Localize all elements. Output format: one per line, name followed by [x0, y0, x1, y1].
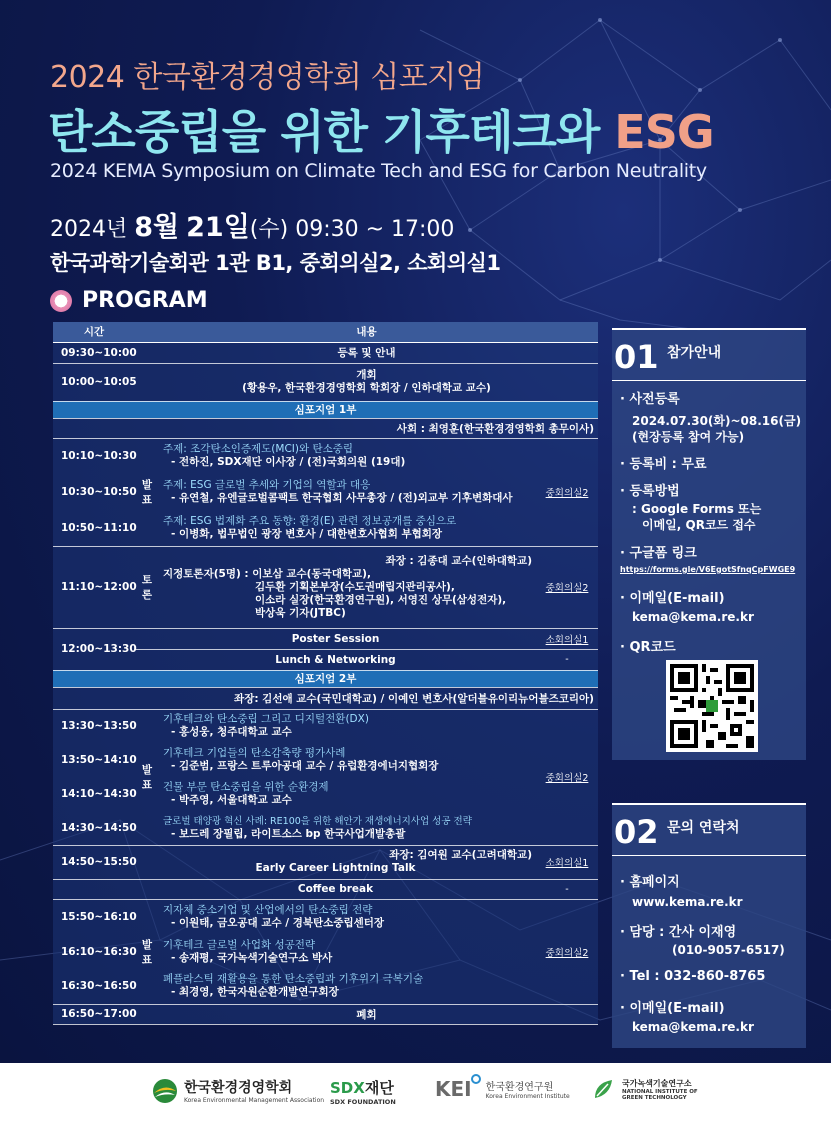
row-time: 13:30~13:50 [53, 709, 135, 743]
panel-moderator: 좌장 : 김종대 교수(인하대학교) [385, 554, 532, 567]
talk-cell [159, 777, 536, 811]
kei-mark-text: KEI [435, 1077, 472, 1101]
qr-label: · QR코드 [620, 640, 676, 655]
talk-speaker: - 이병화, 법무법인 광장 변호사 / 대한변호사협회 부협회장 [171, 527, 443, 540]
talk-speaker: - 이원태, 금오공대 교수 / 경북탄소중립센터장 [171, 916, 385, 929]
row-time: 09:30~10:00 [53, 342, 135, 363]
talk-speaker: - 박주영, 서울대학교 교수 [171, 794, 292, 806]
talk-topic: 글로벌 태양광 혁신 사례: RE100을 위한 해안가 재생에너지사업 성공 전략 [163, 815, 472, 827]
talk-cell [159, 510, 536, 546]
event-venue: 한국과학기술회관 1관 B1, 중회의실2, 소회의실1 [50, 251, 501, 275]
kema-logo [152, 1077, 324, 1104]
row-time: 16:10~16:30 [53, 934, 135, 969]
lunch-networking: Lunch & Networking [135, 649, 536, 670]
row-time: 10:00~10:05 [53, 363, 135, 401]
talk-cell [159, 934, 536, 969]
room-label: 중회의실2 [536, 899, 598, 1004]
room-none: - [536, 649, 598, 670]
contact-manager: · 담당 : 간사 이재영 [620, 925, 737, 940]
closing: 폐회 [135, 1004, 598, 1024]
room-label: 중회의실2 [536, 438, 598, 546]
talk-cell [159, 969, 536, 1004]
google-forms-link[interactable]: https://forms.gle/V6EgotSfnqCpFWGE9 [620, 565, 796, 574]
row-time: 13:50~14:10 [53, 743, 135, 777]
row-time: 10:30~10:50 [53, 474, 135, 510]
schedule-grid [53, 322, 598, 1025]
nigt-logo [592, 1077, 698, 1101]
row-time-empty [53, 879, 135, 899]
kema-name: 한국환경경영학회 [184, 1080, 293, 1096]
header-content: 내용 [135, 322, 598, 342]
email-label: · 이메일(E-mail) [620, 591, 725, 606]
talk-topic: 주제: ESG 법제화 주요 동향: 환경(E) 관련 정보공개를 중심으로 [163, 514, 457, 527]
main-title-esg: ESG [614, 105, 714, 159]
room-none: - [536, 879, 598, 899]
panel-line: 김두환 기획본부장(수도권매립지관리공사), [255, 580, 455, 593]
talk-speaker: - 홍성웅, 청주대학교 교수 [171, 726, 292, 739]
section-2-moderator: 좌장: 김선애 교수(국민대학교) / 이예인 변호사(알더블유이리뉴어블즈코리아) [53, 687, 598, 709]
talk-cell [159, 474, 536, 510]
talk-topic: 주제: 조각탄소인증제도(MCI)와 탄소중립 [163, 443, 354, 456]
contact-number: 02 [614, 813, 659, 851]
section-1-bar: 심포지엄 1부 [53, 401, 598, 418]
session-kind: 토론 [135, 546, 159, 628]
talk-cell [159, 438, 536, 474]
registration-method-2: 이메일, QR코드 접수 [642, 518, 756, 532]
sponsor-logo-bar [0, 1063, 831, 1135]
qr-code-image [670, 664, 754, 748]
registration-method-label: · 등록방법 [620, 484, 680, 499]
email-address[interactable]: kema@kema.re.kr [632, 610, 754, 624]
schedule-table [53, 322, 598, 1050]
contact-email[interactable]: kema@kema.re.kr [632, 1020, 754, 1034]
contact-panel [612, 803, 806, 1048]
poster-session: Poster Session [135, 628, 536, 649]
talk-speaker: - 보드레 장필립, 라이트소스 bp 한국사업개발총괄 [171, 827, 406, 840]
contact-title: 문의 연락처 [667, 820, 740, 836]
lightning-title: Early Career Lightning Talk [255, 862, 416, 874]
talk-cell [159, 709, 536, 743]
talk-cell [159, 899, 536, 934]
pre-registration-label: · 사전등록 [620, 392, 680, 407]
panel-line: 지정토론자(5명) : 이보삼 교수(동국대학교), [163, 567, 371, 580]
contact-phone: (010-9057-6517) [672, 943, 785, 957]
talk-speaker: - 유연철, 유엔글로벌콤팩트 한국협회 사무총장 / (전)외교부 기후변화대사 [171, 492, 513, 504]
talk-cell [159, 811, 536, 845]
row-time: 14:30~14:50 [53, 811, 135, 845]
symposium-title-english: 2024 KEMA Symposium on Climate Tech and ESG for Carbon Neutrality [50, 160, 707, 182]
lightning-moderator: 좌장: 김여원 교수(고려대학교) [389, 849, 532, 861]
session-kind: 발표 [135, 709, 159, 845]
date-dow: (수) [249, 217, 289, 242]
talk-topic: 기후테크 기업들의 탄소감축량 평가사례 [163, 747, 346, 759]
row-time: 16:50~17:00 [53, 1004, 135, 1024]
kema-name-en: Korea Environmental Management Association [184, 1097, 325, 1104]
row-time: 10:50~11:10 [53, 510, 135, 546]
registration-method-1: : Google Forms 또는 [632, 502, 762, 516]
bullet-circle-icon [50, 290, 72, 312]
row-text: 등록 및 안내 [135, 342, 598, 363]
nigt-name: 국가녹색기술연구소 [622, 1078, 692, 1088]
kei-name-en: Korea Environment Institute [485, 1093, 570, 1100]
registration-info-panel [612, 328, 806, 760]
row-time: 15:50~16:10 [53, 899, 135, 934]
header-time: 시간 [53, 322, 135, 342]
talk-speaker: - 최경영, 한국자원순환개발연구회장 [171, 986, 339, 999]
sdx-logo [330, 1077, 396, 1106]
talk-topic: 지자체 중소기업 및 산업에서의 탄소중립 전략 [163, 903, 373, 916]
contact-tel: · Tel : 032-860-8765 [620, 969, 766, 984]
talk-cell [159, 743, 536, 777]
nigt-name-en-2: GREEN TECHNOLOGY [622, 1094, 687, 1101]
sdx-name-en: SDX FOUNDATION [330, 1098, 396, 1106]
talk-topic: 기후테크와 탄소중립 그리고 디지털전환(DX) [163, 713, 369, 726]
room-label: 소회의실1 [536, 845, 598, 879]
talk-speaker: - 송재평, 국가녹색기술연구소 박사 [171, 951, 333, 964]
date-year: 2024년 [50, 217, 128, 242]
google-forms-label: · 구글폼 링크 [620, 546, 697, 561]
date-month: 8월 [134, 212, 180, 243]
symposium-title-korean: 2024 한국환경경영학회 심포지엄 [50, 60, 485, 95]
pre-registration-note: (현장등록 참여 가능) [632, 430, 745, 444]
coffee-break: Coffee break [135, 879, 536, 899]
row-time: 12:00~13:30 [53, 628, 135, 670]
main-title [48, 96, 714, 162]
row-time: 14:10~14:30 [53, 777, 135, 811]
room-label: 중회의실2 [536, 709, 598, 845]
row-time: 16:30~16:50 [53, 969, 135, 1004]
room-label: 소회의실1 [536, 628, 598, 649]
nigt-name-en-1: NATIONAL INSTITUTE OF [622, 1088, 698, 1095]
registration-fee: · 등록비 : 무료 [620, 457, 707, 472]
opening-host: (황용우, 한국환경경영학회 학회장 / 인하대학교 교수) [242, 382, 491, 394]
talk-topic: 건물 부문 탄소중립을 위한 순환경제 [163, 781, 329, 793]
pre-registration-date: 2024.07.30(화)~08.16(금) [632, 414, 802, 428]
kei-logo [435, 1077, 570, 1101]
event-date [50, 205, 454, 244]
main-title-text: 탄소중립을 위한 기후테크와 [48, 105, 600, 159]
program-heading [50, 288, 208, 313]
contact-email-label: · 이메일(E-mail) [620, 1001, 725, 1016]
session-kind: 발표 [135, 899, 159, 1004]
program-label: PROGRAM [82, 288, 208, 313]
kema-emblem-icon [152, 1078, 178, 1104]
row-time: 11:10~12:00 [53, 546, 135, 628]
sdx-name: 재단 [364, 1079, 394, 1097]
kei-name: 한국환경연구원 [485, 1082, 554, 1093]
row-time: 14:50~15:50 [53, 845, 135, 879]
talk-speaker: - 김준범, 프랑스 트루아공대 교수 / 유럽환경에너지협회장 [171, 760, 439, 772]
panel-cell [159, 546, 536, 628]
kei-swirl-icon [470, 1073, 482, 1085]
talk-topic: 기후테크 글로벌 사업화 성공전략 [163, 938, 316, 951]
info-number: 01 [614, 338, 659, 376]
info-title: 참가안내 [667, 345, 722, 361]
room-label: 중회의실2 [536, 546, 598, 628]
opening-cell [135, 363, 598, 401]
panel-line: 이소라 실장(한국환경연구원), 서영진 상무(삼성전자), [255, 593, 507, 606]
qr-code[interactable] [666, 660, 758, 752]
sdx-mark: SDX [330, 1079, 365, 1097]
section-1-moderator: 사회 : 최영훈(한국환경경영학회 총무이사) [53, 418, 598, 438]
nigt-leaf-icon [592, 1077, 616, 1101]
talk-topic: 주제: ESG 글로벌 추세와 기업의 역할과 대응 [163, 479, 371, 491]
talk-topic: 폐플라스틱 재활용을 통한 탄소중립과 기후위기 극복기술 [163, 973, 424, 986]
date-day: 21일 [186, 212, 250, 243]
panel-line: 박상욱 기자(JTBC) [255, 606, 346, 619]
section-2-bar: 심포지엄 2부 [53, 670, 598, 687]
opening-title: 개회 [356, 369, 377, 381]
row-time: 10:10~10:30 [53, 438, 135, 474]
talk-speaker: - 전하진, SDX재단 이사장 / (전)국회의원 (19대) [171, 456, 406, 469]
session-kind: 발표 [135, 438, 159, 546]
divider [612, 380, 806, 381]
homepage-label: · 홈페이지 [620, 875, 680, 890]
lightning-cell [135, 845, 536, 879]
date-time: 09:30 ~ 17:00 [295, 217, 455, 242]
homepage-url[interactable]: www.kema.re.kr [632, 895, 743, 909]
kei-mark [435, 1077, 472, 1101]
divider [612, 855, 806, 856]
